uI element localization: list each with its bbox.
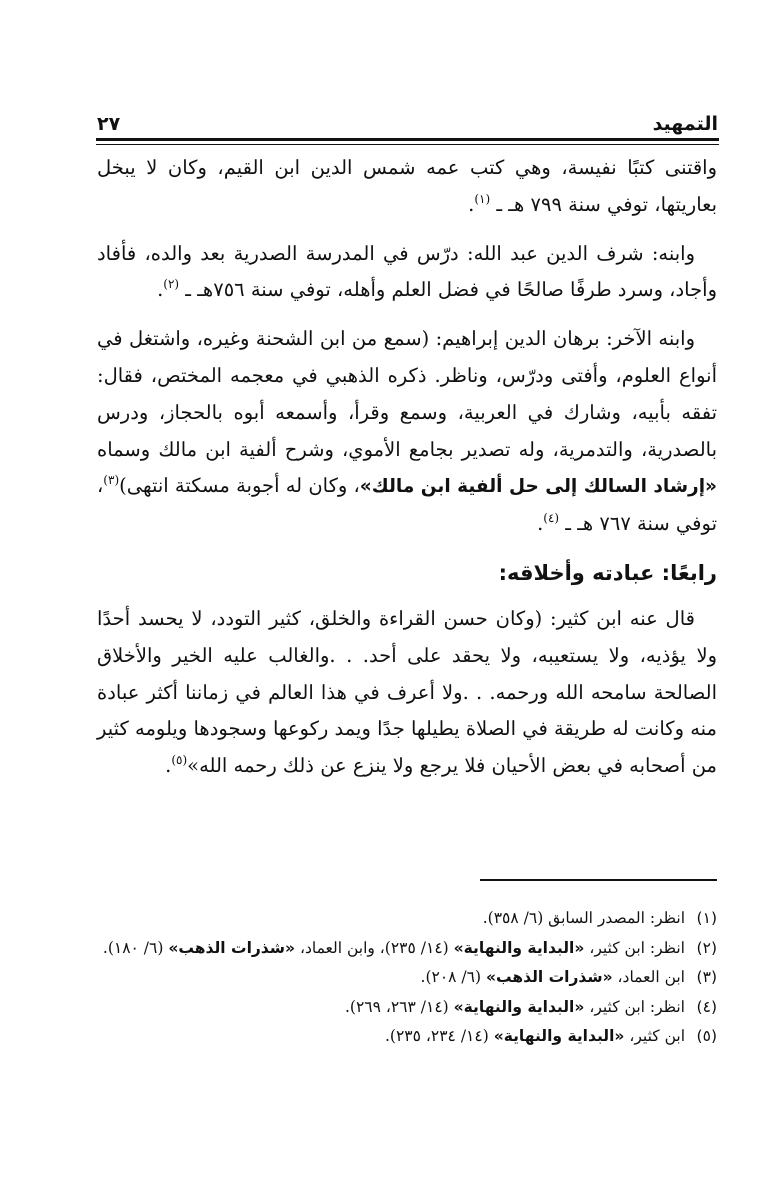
footnote-book-title: «البداية والنهاية» xyxy=(453,938,585,957)
footnote-text-b: (٦/ ٢٠٨). xyxy=(420,968,486,986)
footnote-ref-2[interactable]: (٢) xyxy=(163,277,180,292)
footnote-number: (٥) xyxy=(696,1027,717,1045)
paragraph-1-end: . xyxy=(468,192,475,216)
footnote-book-title: «شذرات الذهب» xyxy=(485,968,613,986)
paragraph-2 xyxy=(97,236,717,310)
paragraph-3-text-3: ، توفي سنة ٧٦٧ هـ ـ xyxy=(97,474,717,536)
paragraph-4-text: قال عنه ابن كثير: (وكان حسن القراءة والخلق، كثير التودد، لا يحسد أحدًا ولا يؤذيه، ولا يستعيبه، ولا يحقد على أحد. . .والغالب عليه الخير والأخلاق الصالحة سامحه الله ورحمه. . .ولا أعرف في هذا العالم في زماننا أكثر عبادة منه وكانت له طريقة في الصلاة يطيلها جدًا ويمد ركوعها وسجودها ويلومه كثير من أصحابه في بعض الأحيان فلا يرجع ولا ينزع عن ذلك رحمه الله» xyxy=(96,606,717,778)
footnote-ref-5[interactable]: (٥) xyxy=(171,753,188,768)
footnote-text xyxy=(97,993,685,1023)
footnote-ref-4[interactable]: (٤) xyxy=(543,511,560,526)
footnote-5 xyxy=(97,1022,717,1052)
footnote-text xyxy=(97,1022,685,1052)
header-rule-thick xyxy=(96,138,719,141)
paragraph-3-text: وابنه الآخر: برهان الدين إبراهيم: (سمع من ابن الشحنة وغيره، واشتغل في أنواع العلوم، وأفتى ودرّس، وناظر. ذكره الذهبي في معجمه المختص، فقال: تفقه بأبيه، وشارك في العربية، وسمع وقرأ، وأسمعه أبوه بالحجاز، ودرس بالصدرية، والتدمرية، وله تصدير بجامع الأموي، وشرح ألفية ابن مالك وسماه xyxy=(97,327,717,461)
footnote-3 xyxy=(97,963,717,993)
footnote-text-a: ابن العماد، xyxy=(612,968,685,986)
paragraph-3-text-2: ، وكان له أجوبة مسكتة انتهى) xyxy=(119,474,360,498)
paragraph-4-end: . xyxy=(165,754,172,778)
footnote-text: انظر: المصدر السابق (٦/ ٣٥٨). xyxy=(482,909,685,927)
footnote-text-a: انظر: ابن كثير، xyxy=(584,938,685,957)
footnote-4 xyxy=(97,993,717,1023)
section-heading: رابعًا: عبادته وأخلاقه: xyxy=(498,560,717,585)
footnote-text-c: (٦/ ١٨٠). xyxy=(102,938,169,957)
footnotes xyxy=(97,904,717,1052)
paragraph-2-text: وابنه: شرف الدين عبد الله: درّس في المدرسة الصدرية بعد والده، فأفاد وأجاد، وسرد طرفًا صالحًا في فضل العلم وأهله، توفي سنة ٧٥٦هـ ـ xyxy=(97,241,717,302)
footnote-2 xyxy=(97,934,717,964)
footnote-book-title: «البداية والنهاية» xyxy=(453,997,585,1016)
footnote-text-b: (١٤/ ٢٣٤، ٢٣٥). xyxy=(385,1027,494,1045)
footnote-text-b: (١٤/ ٢٦٣، ٢٦٩). xyxy=(344,997,454,1016)
footnote-text xyxy=(97,963,685,993)
footnote-separator xyxy=(480,879,717,881)
footnote-number: (١) xyxy=(696,909,717,927)
paragraph-1-text: واقتنى كتبًا نفيسة، وهي كتب عمه شمس الدين ابن القيم، وكان لا يبخل بعاريتها، توفي سنة ٧٩٩ هـ ـ xyxy=(97,156,717,216)
main-text xyxy=(97,150,717,797)
paragraph-1 xyxy=(97,150,717,224)
page-header xyxy=(97,95,718,135)
footnote-number: (٢) xyxy=(696,938,717,957)
footnote-number: (٤) xyxy=(696,997,717,1016)
paragraph-4 xyxy=(97,601,717,785)
paragraph-3-end: . xyxy=(537,512,544,536)
footnote-text-b: (١٤/ ٢٣٥)، وابن العماد، xyxy=(295,938,454,957)
footnote-text-a: انظر: ابن كثير، xyxy=(584,997,685,1016)
paragraph-3 xyxy=(97,321,717,543)
book-title: «إرشاد السالك إلى حل ألفية ابن مالك» xyxy=(359,476,717,498)
footnote-ref-3[interactable]: (٣) xyxy=(103,473,120,488)
header-rule-thin xyxy=(96,144,719,145)
footnote-text xyxy=(97,934,685,964)
page-number: ٢٧ xyxy=(97,113,121,135)
footnote-text-a: ابن كثير، xyxy=(624,1027,685,1045)
footnote-1 xyxy=(97,904,717,934)
footnote-book-title: «البداية والنهاية» xyxy=(493,1027,625,1045)
paragraph-2-end: . xyxy=(157,278,164,302)
footnote-book-title: «شذرات الذهب» xyxy=(168,938,296,957)
footnote-ref-1[interactable]: (١) xyxy=(474,191,491,206)
running-title: التمهيد xyxy=(652,113,718,135)
footnote-number: (٣) xyxy=(696,968,717,986)
